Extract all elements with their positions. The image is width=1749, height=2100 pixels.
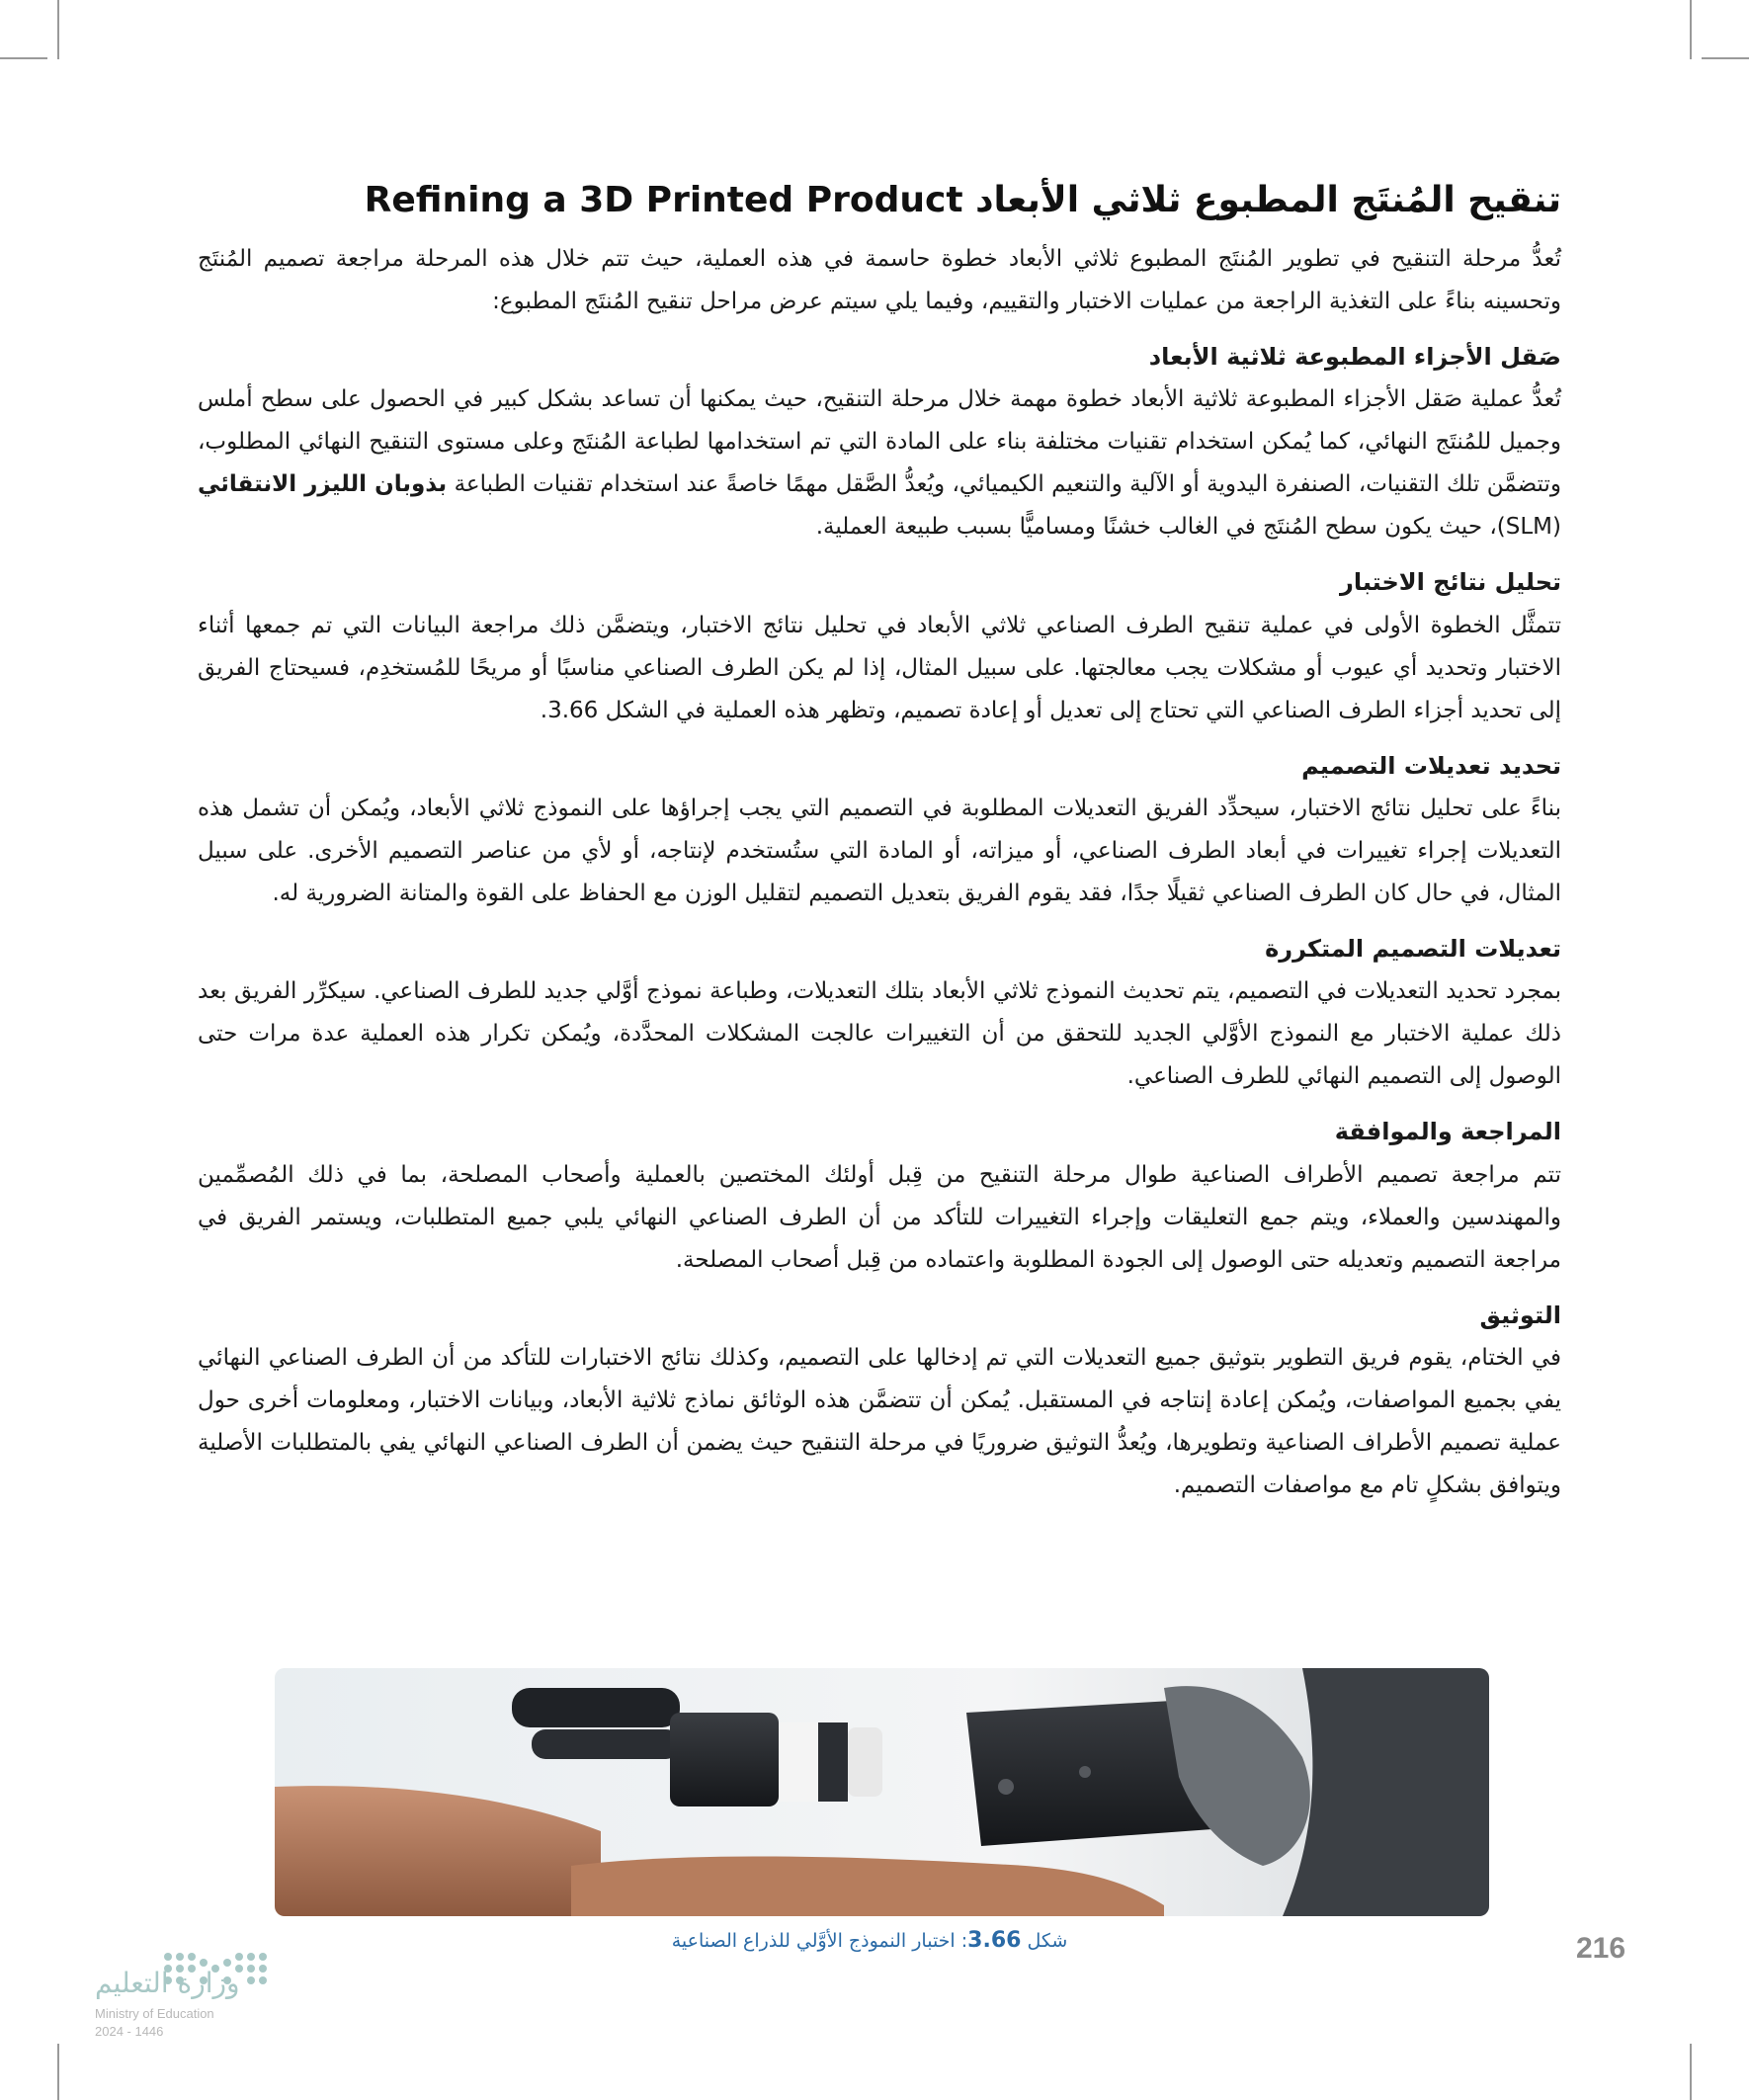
section-heading-documentation: التوثيق bbox=[1479, 1301, 1561, 1329]
page-content bbox=[198, 178, 1561, 1525]
ministry-name-en: Ministry of Education bbox=[95, 2006, 214, 2021]
prosthetic-arm-illustration bbox=[275, 1668, 1489, 1916]
section-body-review: تتم مراجعة تصميم الأطراف الصناعية طوال مرحلة التنقيح من قِبل أولئك المختصين بالعملية وأصحاب المصلحة، بما في ذلك المُصمِّمين والمهندسين والعملاء، ويتم جمع التعليقات وإجراء التغييرات للتأكد من أن الطرف الصناعي النهائي يلبي جميع المتطلبات، ويستمر الفريق في مراجعة التصميم وتعديله حتى الوصول إلى الجودة المطلوبة واعتماده من قِبل أصحاب المصلحة. bbox=[198, 1161, 1561, 1273]
section-heading-analysis: تحليل نتائج الاختبار bbox=[1340, 568, 1561, 597]
caption-number: 3.66 bbox=[967, 1928, 1022, 1953]
crop-mark bbox=[0, 57, 47, 59]
figure-caption bbox=[632, 1928, 1107, 1953]
crop-mark bbox=[57, 0, 59, 59]
prosthetic-arm-photo bbox=[275, 1668, 1489, 1916]
slm-term: بذوبان الليزر الانتقائي bbox=[198, 471, 448, 498]
caption-prefix: شكل bbox=[1027, 1930, 1068, 1952]
section-heading-iterative: تعديلات التصميم المتكررة bbox=[1265, 934, 1561, 963]
section-body-polishing bbox=[198, 378, 1561, 548]
section-body-analysis: تتمثَّل الخطوة الأولى في عملية تنقيح الطرف الصناعي ثلاثي الأبعاد في تحليل نتائج الاختبار، ويتضمَّن ذلك مراجعة البيانات التي تم جمعها أثناء الاختبار وتحديد أي عيوب أو مشكلات يجب معالجتها. على سبيل المثال، إذا لم يكن الطرف الصناعي مناسبًا أو مريحًا للمُستخدِم، فسيحتاج الفريق إلى تحديد أجزاء الطرف الصناعي التي تحتاج إلى تعديل أو إعادة تصميم، وتظهر هذه العملية في الشكل 3.66. bbox=[198, 612, 1561, 723]
intro-paragraph: تُعدُّ مرحلة التنقيح في تطوير المُنتَج المطبوع ثلاثي الأبعاد خطوة حاسمة في هذه العملية، حيث تتم خلال هذه المرحلة مراجعة تصميم المُنتَج وتحسينه بناءً على التغذية الراجعة من عمليات الاختبار والتقييم، وفيما يلي سيتم عرض مراحل تنقيح المُنتَج المطبوع: bbox=[198, 245, 1561, 314]
section-body-design-changes: بناءً على تحليل نتائج الاختبار، سيحدِّد الفريق التعديلات المطلوبة في التصميم التي يجب إجراؤها على النموذج ثلاثي الأبعاد، ويُمكن أن تشمل هذه التعديلات إجراء تغييرات في أبعاد الطرف الصناعي، أو ميزاته، أو المادة التي ستُستخدم لإنتاجه، أو لأي من عناصر التصميم الأخرى. على سبيل المثال، في حال كان الطرف الصناعي ثقيلًا جدًا، فقد يقوم الفريق بتعديل التصميم لتقليل الوزن مع الحفاظ على القوة والمتانة الضرورية له. bbox=[198, 795, 1561, 906]
section-body-iterative: بمجرد تحديد التعديلات في التصميم، يتم تحديث النموذج ثلاثي الأبعاد بتلك التعديلات، وطباعة نموذج أوَّلي جديد للطرف الصناعي. سيكرِّر الفريق بعد ذلك عملية الاختبار مع النموذج الأوَّلي الجديد للتحقق من أن التغييرات عالجت المشكلات المحدَّدة، ويُمكن تكرار هذه العملية عدة مرات حتى الوصول إلى التصميم النهائي للطرف الصناعي. bbox=[198, 978, 1561, 1090]
crop-mark bbox=[1690, 0, 1692, 59]
section-heading-review: المراجعة والموافقة bbox=[1334, 1118, 1561, 1146]
caption-text: : اختبار النموذج الأوَّلي للذراع الصناعية bbox=[671, 1930, 968, 1952]
academic-year: 2024 - 1446 bbox=[95, 2024, 164, 2039]
ministry-name-ar: وزارة التعليم bbox=[95, 1967, 240, 1999]
crop-mark bbox=[1690, 2044, 1692, 2100]
page-number: 216 bbox=[1576, 1932, 1626, 1965]
section-heading-polishing: صَقل الأجزاء المطبوعة ثلاثية الأبعاد bbox=[1148, 342, 1561, 371]
polishing-text-part2: (SLM)، حيث يكون سطح المُنتَج في الغالب خشنًا ومساميًّا بسبب طبيعة العملية. bbox=[815, 514, 1561, 541]
page-title: تنقيح المُنتَج المطبوع ثلاثي الأبعاد Refining a 3D Printed Product bbox=[364, 180, 1561, 220]
section-body-documentation: في الختام، يقوم فريق التطوير بتوثيق جميع التعديلات التي تم إدخالها على التصميم، وكذلك نتائج الاختبارات للتأكد من أن الطرف الصناعي النهائي يفي بجميع المواصفات، ويُمكن إعادة إنتاجه في المستقبل. يُمكن أن تتضمَّن هذه الوثائق نماذج ثلاثية الأبعاد، وبيانات الاختبار، ومعلومات أخرى حول عملية تصميم الأطراف الصناعية وتطويرها، ويُعدُّ التوثيق ضروريًا في مرحلة التنقيح حيث يضمن أن الطرف الصناعي النهائي يفي بالمتطلبات الأصلية ويتوافق بشكلٍ تام مع مواصفات التصميم. bbox=[198, 1345, 1561, 1499]
crop-mark bbox=[1702, 57, 1749, 59]
crop-mark bbox=[57, 2044, 59, 2100]
section-heading-design-changes: تحديد تعديلات التصميم bbox=[1301, 751, 1561, 780]
polishing-text-part1: تُعدُّ عملية صَقل الأجزاء المطبوعة ثلاثية الأبعاد خطوة مهمة خلال مرحلة التنقيح، حيث يمكنها أن تساعد بشكل كبير في الحصول على سطح أملس وجميل للمُنتَج النهائي، كما يُمكن استخدام تقنيات مختلفة بناء على المادة التي تم استخدامها لطباعة المُنتَج وعلى مستوى التنقيح النهائي المطلوب، وتتضمَّن تلك التقنيات، الصنفرة اليدوية أو الآلية والتنعيم الكيميائي، ويُعدُّ الصَّقل مهمًا خاصةً عند استخدام تقنيات الطباعة bbox=[198, 386, 1562, 498]
